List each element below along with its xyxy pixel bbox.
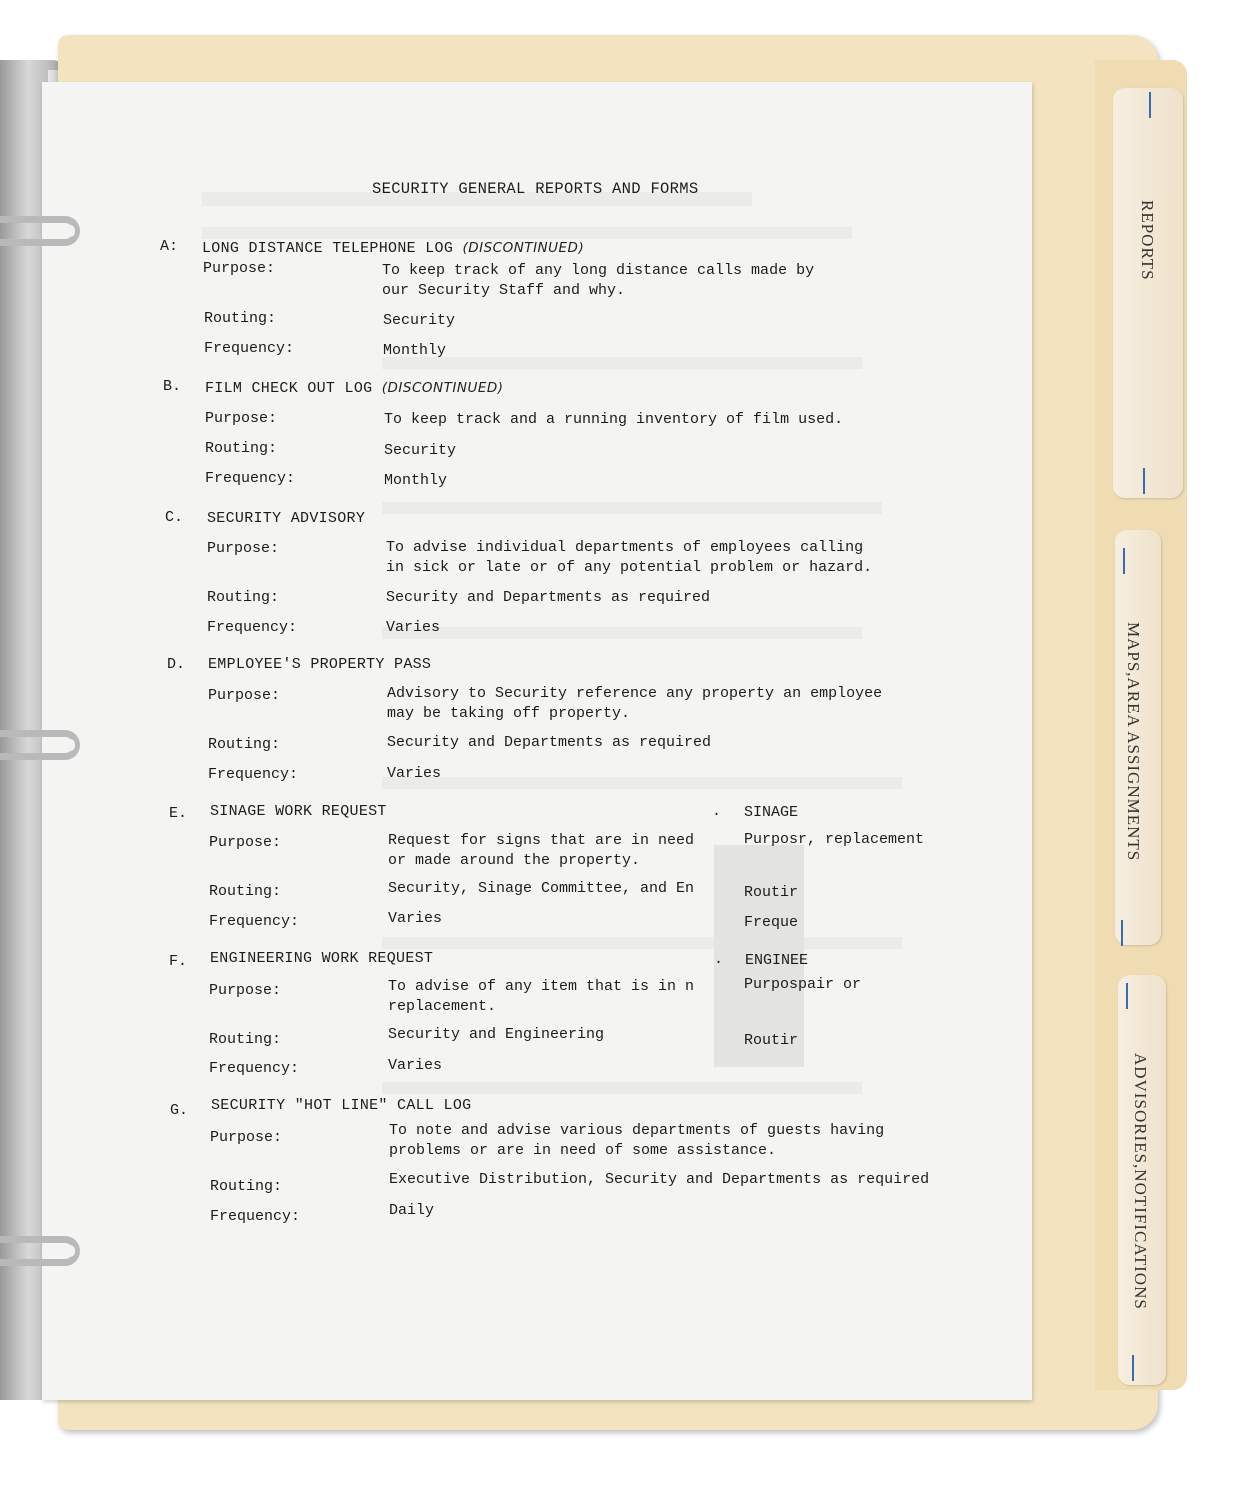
- binder-ring-icon: [0, 730, 80, 760]
- section-d-routing: Security and Departments as required: [387, 734, 712, 751]
- section-c-frequency-label: Frequency:: [207, 619, 298, 636]
- section-e-frequency-label: Frequency:: [209, 913, 300, 930]
- tab-advisories-notifications[interactable]: [1118, 975, 1166, 1385]
- bleed-through-text: [382, 627, 862, 639]
- section-c-title: SECURITY ADVISORY: [207, 510, 366, 527]
- overlap-e-purpose: Purposr, replacement: [744, 831, 925, 848]
- tab-marker-icon: [1126, 983, 1128, 1009]
- tab-marker-icon: [1123, 548, 1125, 574]
- section-a-routing-label: Routing:: [204, 310, 277, 327]
- section-b-routing: Security: [384, 442, 457, 459]
- section-f-letter: F.: [169, 953, 188, 970]
- section-c-routing: Security and Departments as required: [386, 589, 711, 606]
- binder-ring-icon: [0, 216, 80, 246]
- tab-label-advisories: ADVISORIES,NOTIFICATIONS: [1131, 1053, 1150, 1310]
- binder-ring-icon: [0, 1236, 80, 1266]
- overlap-f-purpose: Purpospair or: [744, 976, 862, 993]
- section-d-frequency: Varies: [387, 765, 442, 782]
- section-d-frequency-label: Frequency:: [208, 766, 299, 783]
- section-d-purpose: Advisory to Security reference any property an employee may be taking off property.: [387, 685, 883, 722]
- overlap-e-title: SINAGE: [744, 804, 799, 821]
- section-c-routing-label: Routing:: [207, 589, 280, 606]
- tab-marker-icon: [1149, 92, 1151, 118]
- overlap-e-frequency: Freque: [744, 914, 799, 931]
- bleed-through-text: [382, 357, 862, 369]
- section-a-purpose-label: Purpose:: [203, 260, 276, 277]
- section-g-frequency: Daily: [389, 1202, 435, 1219]
- section-f-frequency: Varies: [388, 1057, 443, 1074]
- tab-marker-icon: [1143, 468, 1145, 494]
- section-a-frequency: Monthly: [383, 342, 447, 359]
- overlap-e-bullet: .: [712, 803, 722, 820]
- section-f-routing-label: Routing:: [209, 1031, 282, 1048]
- section-a-routing: Security: [383, 312, 456, 329]
- tab-marker-icon: [1132, 1355, 1134, 1381]
- tab-marker-icon: [1121, 920, 1123, 946]
- section-e-letter: E.: [169, 805, 188, 822]
- tab-maps-area-assignments[interactable]: [1115, 530, 1161, 945]
- section-f-routing: Security and Engineering: [388, 1026, 605, 1043]
- section-g-title: SECURITY "HOT LINE" CALL LOG: [211, 1097, 472, 1114]
- section-f-purpose: To advise of any item that is in n replacement.: [388, 978, 695, 1015]
- bleed-through-text: [382, 1082, 862, 1094]
- bleed-through-text: [382, 777, 902, 789]
- section-b-purpose-label: Purpose:: [205, 410, 278, 427]
- section-f-title: ENGINEERING WORK REQUEST: [210, 950, 434, 967]
- section-e-routing-label: Routing:: [209, 883, 282, 900]
- section-a-title-text: LONG DISTANCE TELEPHONE LOG: [202, 240, 454, 257]
- section-a-frequency-label: Frequency:: [204, 340, 295, 357]
- section-g-frequency-label: Frequency:: [210, 1208, 301, 1225]
- bleed-through-text: [202, 227, 852, 239]
- section-b-title-text: FILM CHECK OUT LOG: [205, 380, 373, 397]
- bleed-through-text: [382, 937, 902, 949]
- overlap-f-routing: Routir: [744, 1032, 799, 1049]
- overlap-e-routing: Routir: [744, 884, 799, 901]
- section-b-routing-label: Routing:: [205, 440, 278, 457]
- section-b-frequency-label: Frequency:: [205, 470, 296, 487]
- tab-label-maps: MAPS,AREA ASSIGNMENTS: [1124, 622, 1143, 862]
- section-e-title: SINAGE WORK REQUEST: [210, 803, 387, 820]
- section-e-purpose: Request for signs that are in need or made around the property.: [388, 832, 695, 869]
- section-a-title: [202, 240, 584, 257]
- section-b-frequency: Monthly: [384, 472, 448, 489]
- section-a-purpose: To keep track of any long distance calls made by our Security Staff and why.: [382, 262, 815, 299]
- section-b-handwritten-note: (DISCONTINUED): [381, 380, 504, 396]
- section-d-title: EMPLOYEE'S PROPERTY PASS: [208, 656, 432, 673]
- section-c-purpose: To advise individual departments of employees calling in sick or late or of any potential problem or hazard.: [386, 539, 873, 576]
- section-c-purpose-label: Purpose:: [207, 540, 280, 557]
- section-g-routing-label: Routing:: [210, 1178, 283, 1195]
- section-c-letter: C.: [165, 509, 184, 526]
- section-g-routing: Executive Distribution, Security and Departments as required: [389, 1171, 930, 1188]
- overlap-f-title: ENGINEE: [745, 952, 809, 969]
- tab-label-reports: REPORTS: [1138, 200, 1157, 281]
- section-g-purpose-label: Purpose:: [210, 1129, 283, 1146]
- section-a-handwritten-note: (DISCONTINUED): [462, 240, 585, 256]
- overlap-f-bullet: .: [714, 951, 724, 968]
- section-b-title: [205, 380, 504, 397]
- section-d-purpose-label: Purpose:: [208, 687, 281, 704]
- section-e-purpose-label: Purpose:: [209, 834, 282, 851]
- section-g-letter: G.: [170, 1102, 189, 1119]
- section-f-frequency-label: Frequency:: [209, 1060, 300, 1077]
- section-e-frequency: Varies: [388, 910, 443, 927]
- section-b-letter: B.: [163, 378, 182, 395]
- bleed-through-text: [382, 502, 882, 514]
- section-f-purpose-label: Purpose:: [209, 982, 282, 999]
- section-d-letter: D.: [167, 656, 186, 673]
- section-a-letter: A:: [160, 238, 179, 255]
- section-d-routing-label: Routing:: [208, 736, 281, 753]
- page-title: SECURITY GENERAL REPORTS AND FORMS: [372, 180, 699, 198]
- section-g-purpose: To note and advise various departments of guests having problems or are in need of some assistance.: [389, 1122, 885, 1159]
- section-e-routing: Security, Sinage Committee, and En: [388, 880, 695, 897]
- tab-reports[interactable]: [1113, 88, 1183, 498]
- section-c-frequency: Varies: [386, 619, 441, 636]
- section-b-purpose: To keep track and a running inventory of film used.: [384, 411, 844, 428]
